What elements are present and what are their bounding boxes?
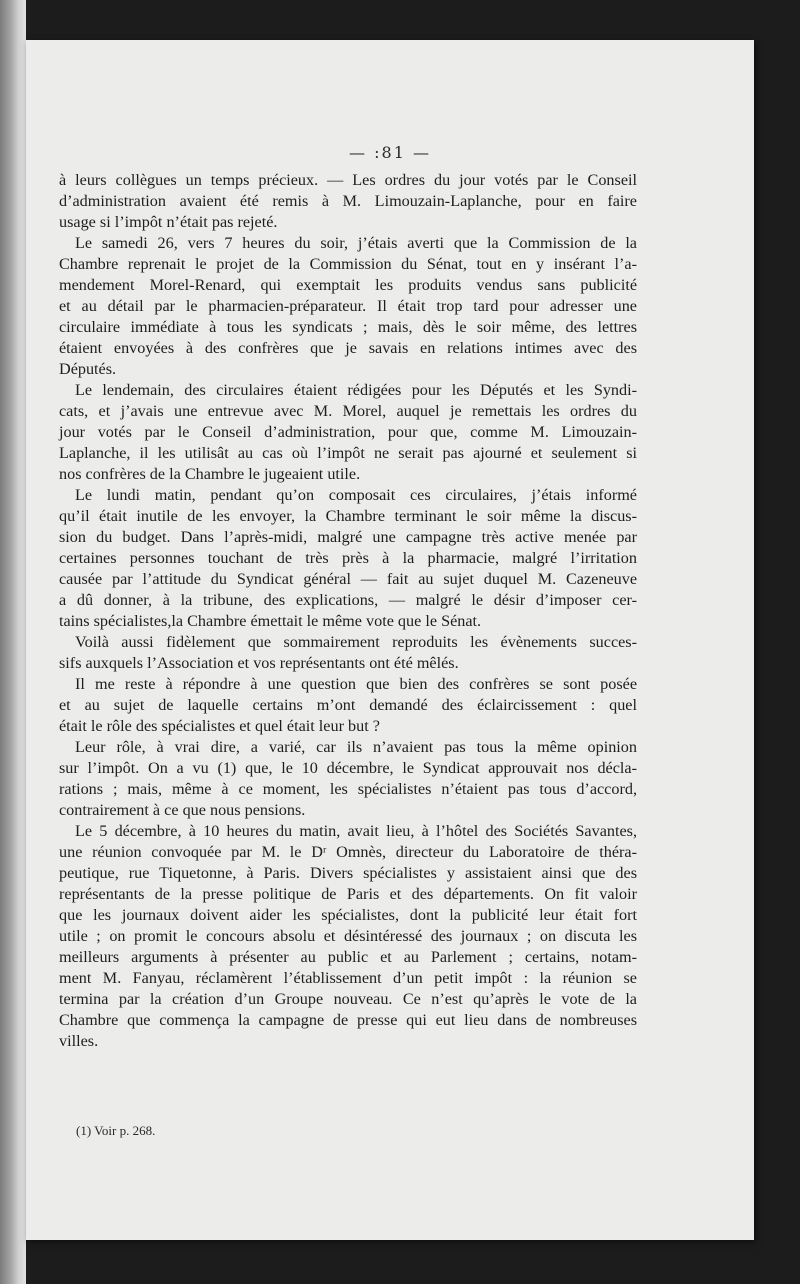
- text-line: d’administration avaient été remis à M. Limouzain-Laplanche, pour en faire: [59, 192, 637, 210]
- text-line: contrairement à ce que nous pensions.: [59, 801, 306, 819]
- text-line: Chambre que commença la campagne de presse qui eut lieu dans de nombreuses: [59, 1011, 637, 1029]
- page-number: — :81 —: [349, 143, 431, 162]
- text-line: était le rôle des spécialistes et quel était leur but ?: [59, 717, 380, 735]
- text-line: à leurs collègues un temps précieux. — Les ordres du jour votés par le Conseil: [59, 171, 637, 189]
- text-line: Le lundi matin, pendant qu’on composait ces circulaires, j’étais informé: [75, 486, 637, 504]
- text-line: Il me reste à répondre à une question que bien des confrères se sont posée: [75, 675, 637, 693]
- text-line: tains spécialistes,la Chambre émettait le même vote que le Sénat.: [59, 612, 482, 630]
- text-line: Laplanche, il les utilisât au cas où l’impôt ne serait pas ajourné et seulement si: [59, 444, 637, 462]
- text-line: et au sujet de laquelle certains m’ont demandé des éclaircissement : quel: [59, 696, 637, 714]
- text-line: peutique, rue Tiquetonne, à Paris. Divers spécialistes y assistaient ainsi que des: [59, 864, 637, 882]
- text-line: certaines personnes touchant de très près à la pharmacie, malgré l’irritation: [59, 549, 637, 567]
- text-line: cats, et j’avais une entrevue avec M. Morel, auquel je remettais les ordres du: [59, 402, 637, 420]
- text-line: circulaire immédiate à tous les syndicats ; mais, dès le soir même, des lettres: [59, 318, 637, 336]
- text-line: Députés.: [59, 360, 117, 378]
- footnote-separator: [59, 1104, 637, 1105]
- text-line: Le 5 décembre, à 10 heures du matin, avait lieu, à l’hôtel des Sociétés Savantes,: [75, 822, 637, 840]
- text-line: représentants de la presse politique de Paris et des départements. On fit valoir: [59, 885, 637, 903]
- text-line: Le lendemain, des circulaires étaient rédigées pour les Députés et les Syndi-: [75, 381, 637, 399]
- book-page: [26, 40, 754, 1240]
- text-line: qu’il était inutile de les envoyer, la Chambre terminant le soir même la discus-: [59, 507, 637, 525]
- text-line: ment M. Fanyau, réclamèrent l’établissement d’un petit impôt : la réunion se: [59, 969, 637, 987]
- text-line: villes.: [59, 1032, 99, 1050]
- text-line: usage si l’impôt n’était pas rejeté.: [59, 213, 278, 231]
- text-line: étaient envoyées à des confrères que je savais en relations intimes avec des: [59, 339, 637, 357]
- footnote: (1) Voir p. 268.: [76, 1123, 156, 1138]
- text-line: Chambre reprenait le projet de la Commission du Sénat, tout en y insérant l’a-: [59, 255, 637, 273]
- text-line: Le samedi 26, vers 7 heures du soir, j’étais averti que la Commission de la: [75, 234, 637, 252]
- text-line: sifs auxquels l’Association et vos représentants ont été mêlés.: [59, 654, 459, 672]
- text-line: causée par l’attitude du Syndicat général — fait au sujet duquel M. Cazeneuve: [59, 570, 637, 588]
- text-line: rations ; mais, même à ce moment, les spécialistes n’étaient pas tous d’accord,: [59, 780, 637, 798]
- text-line: a dû donner, à la tribune, des explications, — malgré le désir d’imposer cer-: [59, 591, 637, 609]
- text-line: meilleurs arguments à présenter au public et au Parlement ; certains, notam-: [59, 948, 637, 966]
- text-line: jour votés par le Conseil d’administration, pour que, comme M. Limouzain-: [59, 423, 637, 441]
- text-line: sion du budget. Dans l’après-midi, malgré une campagne très active menée par: [59, 528, 637, 546]
- text-line: que les journaux doivent aider les spécialistes, dont la publicité leur était fort: [59, 906, 637, 924]
- text-line: utile ; on promit le concours absolu et désintéressé des journaux ; on discuta les: [59, 927, 637, 945]
- text-line: mendement Morel-Renard, qui exemptait les produits vendus sans publicité: [59, 276, 637, 294]
- text-line: Leur rôle, à vrai dire, a varié, car ils n’avaient pas tous la même opinion: [75, 738, 637, 756]
- previous-page-edge: [0, 0, 26, 1284]
- text-line: Voilà aussi fidèlement que sommairement reproduits les évènements succes-: [75, 633, 637, 651]
- text-line: nos confrères de la Chambre le jugeaient utile.: [59, 465, 361, 483]
- body-text: [59, 170, 637, 1052]
- text-line: une réunion convoquée par M. le Dʳ Omnès, directeur du Laboratoire de théra-: [59, 843, 637, 861]
- text-line: sur l’impôt. On a vu (1) que, le 10 décembre, le Syndicat approuvait nos décla-: [59, 759, 637, 777]
- text-line: et au détail par le pharmacien-préparateur. Il était trop tard pour adresser une: [59, 297, 637, 315]
- text-line: termina par la création d’un Groupe nouveau. Ce n’est qu’après le vote de la: [59, 990, 637, 1008]
